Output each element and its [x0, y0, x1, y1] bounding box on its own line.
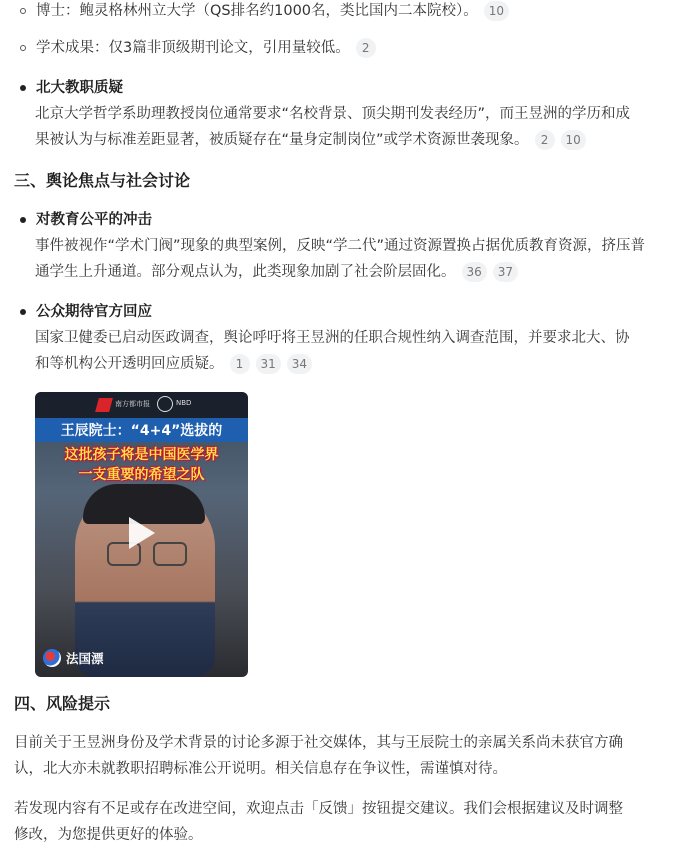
official-heading: 公众期待官方回应: [36, 304, 152, 320]
citation-badge[interactable]: 37: [493, 262, 518, 282]
hollow-bullet-icon: [20, 8, 26, 14]
risk-text-1: 目前关于王昱洲身份及学术背景的讨论多源于社交媒体，其与王辰院士的亲属关系尚未获官方确: [14, 735, 623, 751]
bullet-icon: [20, 309, 26, 315]
video-caption-2: 一支重要的希望之队: [78, 467, 205, 483]
citation-badge[interactable]: 36: [462, 262, 487, 282]
feedback-line-2: [14, 824, 203, 846]
citation-badge[interactable]: 2: [356, 38, 376, 58]
glasses-right: [153, 542, 187, 566]
section-4-title: 四、风险提示: [14, 694, 111, 713]
author-avatar-icon: [43, 649, 61, 667]
risk-line-2: [14, 758, 507, 780]
section-3-heading: [14, 169, 190, 193]
nbd-logo-icon: [157, 396, 173, 412]
nbd-logo-text: NBD: [176, 399, 192, 407]
phd-citations: [478, 1, 509, 21]
pku-heading: 北大教职质疑: [36, 80, 123, 96]
section-3-title: 三、舆论焦点与社会讨论: [14, 171, 191, 190]
feedback-line-1: [14, 798, 623, 820]
risk-text-2: 认，北大亦未就教职招聘标准公开说明。相关信息存在争议性，需谨慎对待。: [14, 761, 507, 777]
feedback-text-2: 修改，为您提供更好的体验。: [14, 827, 203, 843]
video-title: 王辰院士：“4+4”选拔的: [60, 423, 223, 439]
list-item-fairness-heading: [20, 209, 152, 231]
video-thumbnail[interactable]: [35, 392, 248, 677]
pku-text-2: 果被认为与标准差距显著，被质疑存在“量身定制岗位”或学术资源世袭现象。: [35, 132, 529, 148]
academic-text: 学术成果：仅3篇非顶级期刊论文，引用量较低。: [36, 40, 350, 56]
fairness-line-1: [35, 235, 645, 257]
watermark-text: 法国漂: [66, 651, 104, 666]
risk-line-1: [14, 732, 623, 754]
official-line-1: [35, 327, 630, 349]
list-item-academic: [20, 37, 376, 59]
citation-badge[interactable]: 10: [484, 1, 509, 21]
citation-badge[interactable]: 34: [287, 354, 312, 374]
feedback-text-1: 若发现内容有不足或存在改进空间，欢迎点击「反馈」按钮提交建议。我们会根据建议及时调整: [14, 801, 623, 817]
bullet-icon: [20, 85, 26, 91]
fairness-line-2: [35, 261, 518, 283]
video-watermark: [43, 649, 104, 667]
pku-citations: [529, 130, 586, 150]
news-logo-text: 南方都市报: [115, 400, 150, 408]
citation-badge[interactable]: 2: [535, 130, 555, 150]
video-title-banner: [35, 418, 248, 442]
video-caption-1: 这批孩子将是中国医学界: [64, 447, 219, 463]
play-icon[interactable]: [129, 517, 155, 549]
official-text-1: 国家卫健委已启动医政调查，舆论呼吁将王昱洲的任职合规性纳入调查范围，并要求北大、协: [35, 330, 630, 346]
section-4-heading: [14, 692, 110, 716]
fairness-heading: 对教育公平的冲击: [36, 212, 152, 228]
citation-badge[interactable]: 31: [256, 354, 281, 374]
list-item-official-heading: [20, 301, 152, 323]
list-item-pku-heading: [20, 77, 123, 99]
official-line-2: [35, 353, 312, 375]
fairness-text-2: 通学生上升通道。部分观点认为，此类现象加剧了社会阶层固化。: [35, 264, 456, 280]
official-citations: [224, 354, 313, 374]
fairness-citations: [456, 262, 519, 282]
pku-line-2: [35, 129, 586, 151]
list-item-phd: [20, 0, 509, 22]
phd-text: 博士：鲍灵格林州立大学（QS排名约1000名，类比国内二本院校）。: [36, 3, 478, 19]
pku-line-1: [35, 103, 630, 125]
pku-text-1: 北京大学哲学系助理教授岗位通常要求“名校背景、顶尖期刊发表经历”，而王昱洲的学历和成: [35, 106, 631, 122]
citation-badge[interactable]: 10: [561, 130, 586, 150]
bullet-icon: [20, 217, 26, 223]
hollow-bullet-icon: [20, 45, 26, 51]
citation-badge[interactable]: 1: [230, 354, 250, 374]
official-text-2: 和等机构公开透明回应质疑。: [35, 356, 224, 372]
fairness-text-1: 事件被视作“学术门阀”现象的典型案例，反映“学二代”通过资源置换占据优质教育资源，挤压普: [35, 238, 646, 254]
academic-citations: [350, 38, 376, 58]
